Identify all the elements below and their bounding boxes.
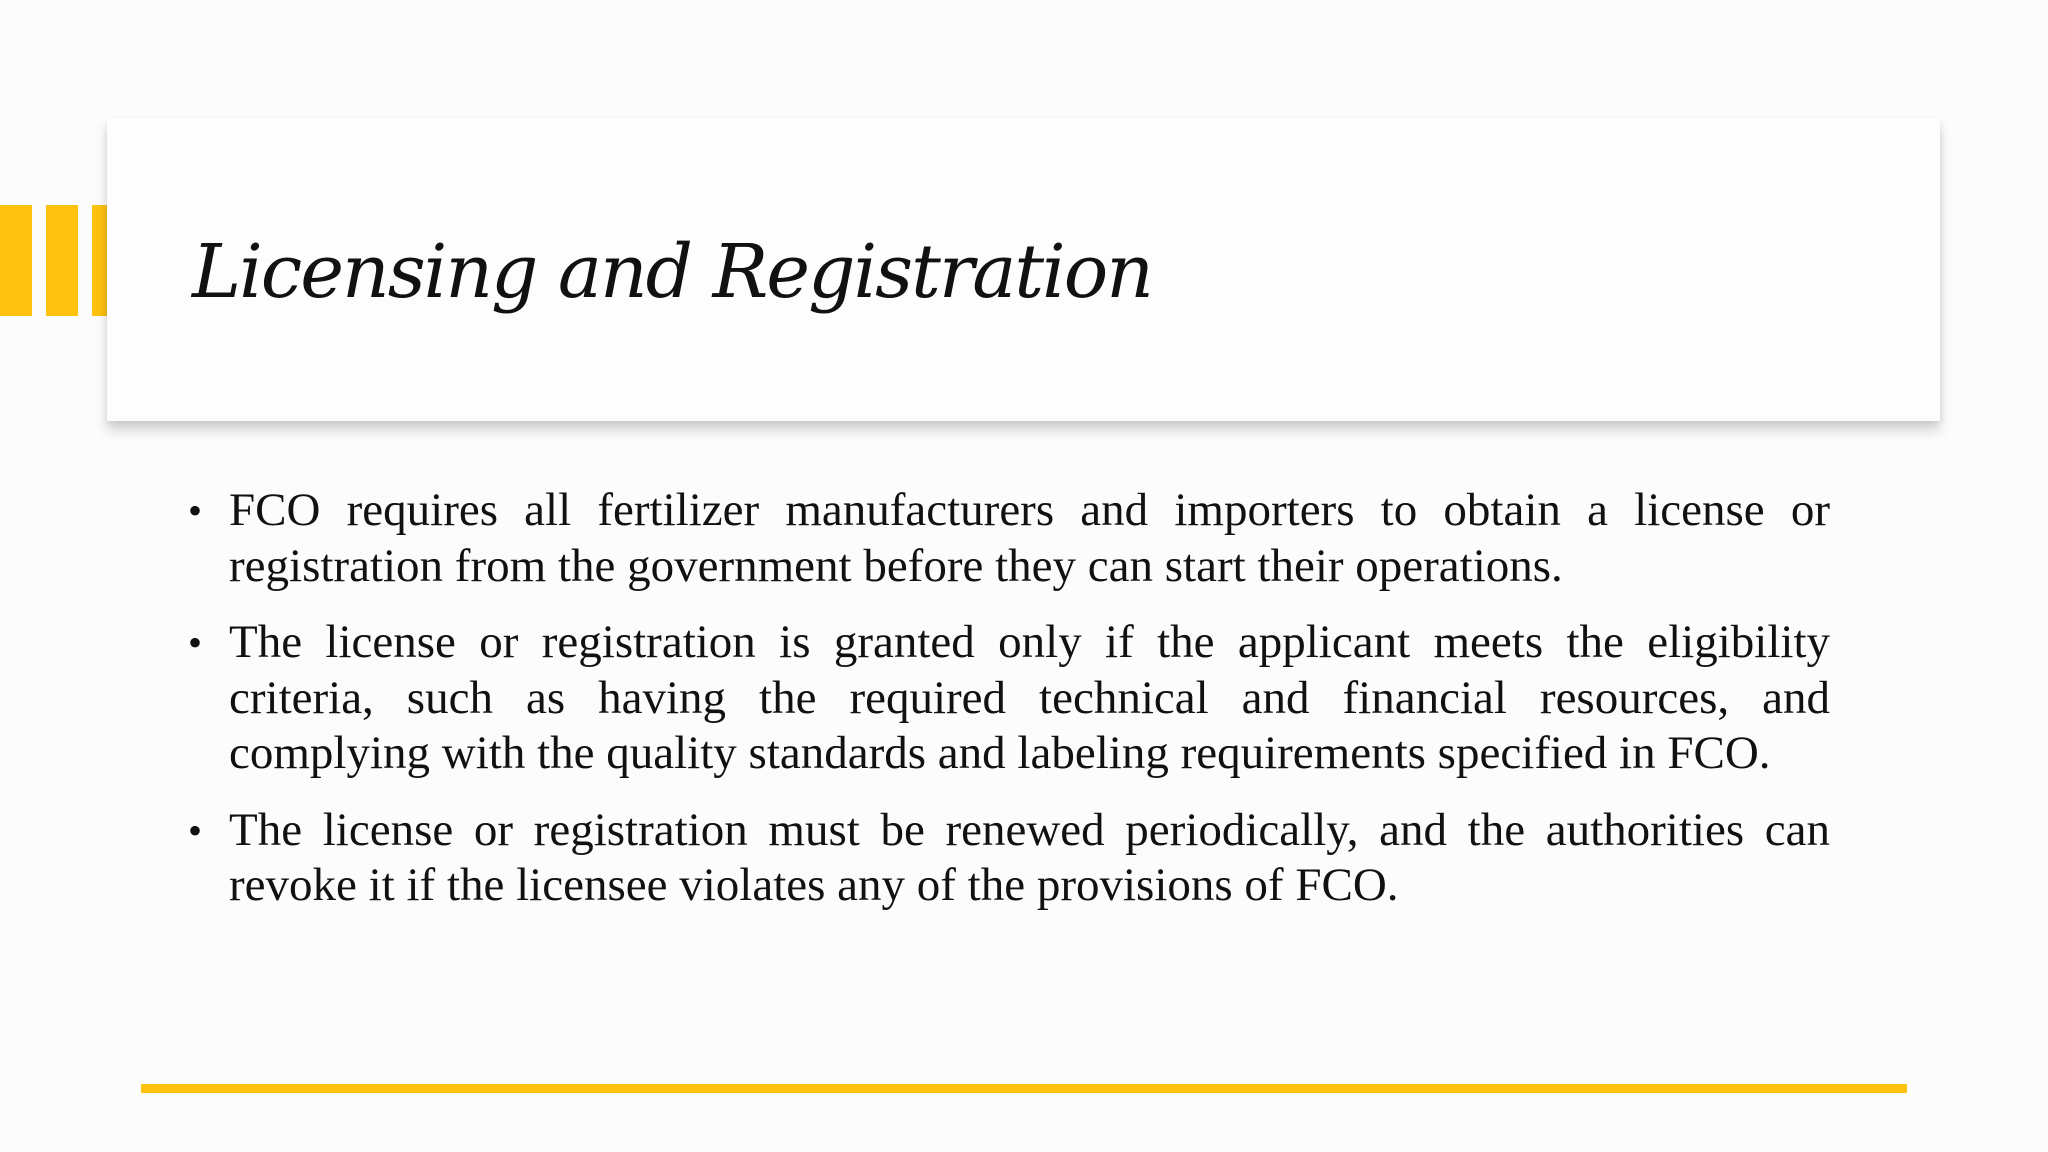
slide-title: Licensing and Registration — [192, 229, 1152, 315]
accent-bar — [92, 205, 107, 316]
bullet-text: The license or registration is granted only if the applicant meets the eligibility criteria, such as having the required technical and financial resources, and complying with the quality standards and labeling requirements specified in FCO. — [229, 616, 1830, 779]
bullet-item — [188, 615, 1830, 782]
bullet-list — [188, 483, 1830, 935]
bullet-item — [188, 803, 1830, 914]
bullet-item — [188, 483, 1830, 594]
accent-bar — [46, 205, 78, 316]
footer-accent-line — [141, 1084, 1907, 1093]
bullet-text: FCO requires all fertilizer manufacturers and importers to obtain a license or registration from the government before they can start their operations. — [229, 484, 1830, 592]
accent-bar — [0, 205, 32, 316]
bullet-icon: • — [188, 488, 203, 533]
bullet-icon: • — [188, 807, 203, 853]
bullet-icon: • — [188, 620, 203, 665]
bullet-text: The license or registration must be renewed periodically, and the authorities can revoke it if the licensee violates any of the provisions of FCO. — [229, 803, 1830, 911]
